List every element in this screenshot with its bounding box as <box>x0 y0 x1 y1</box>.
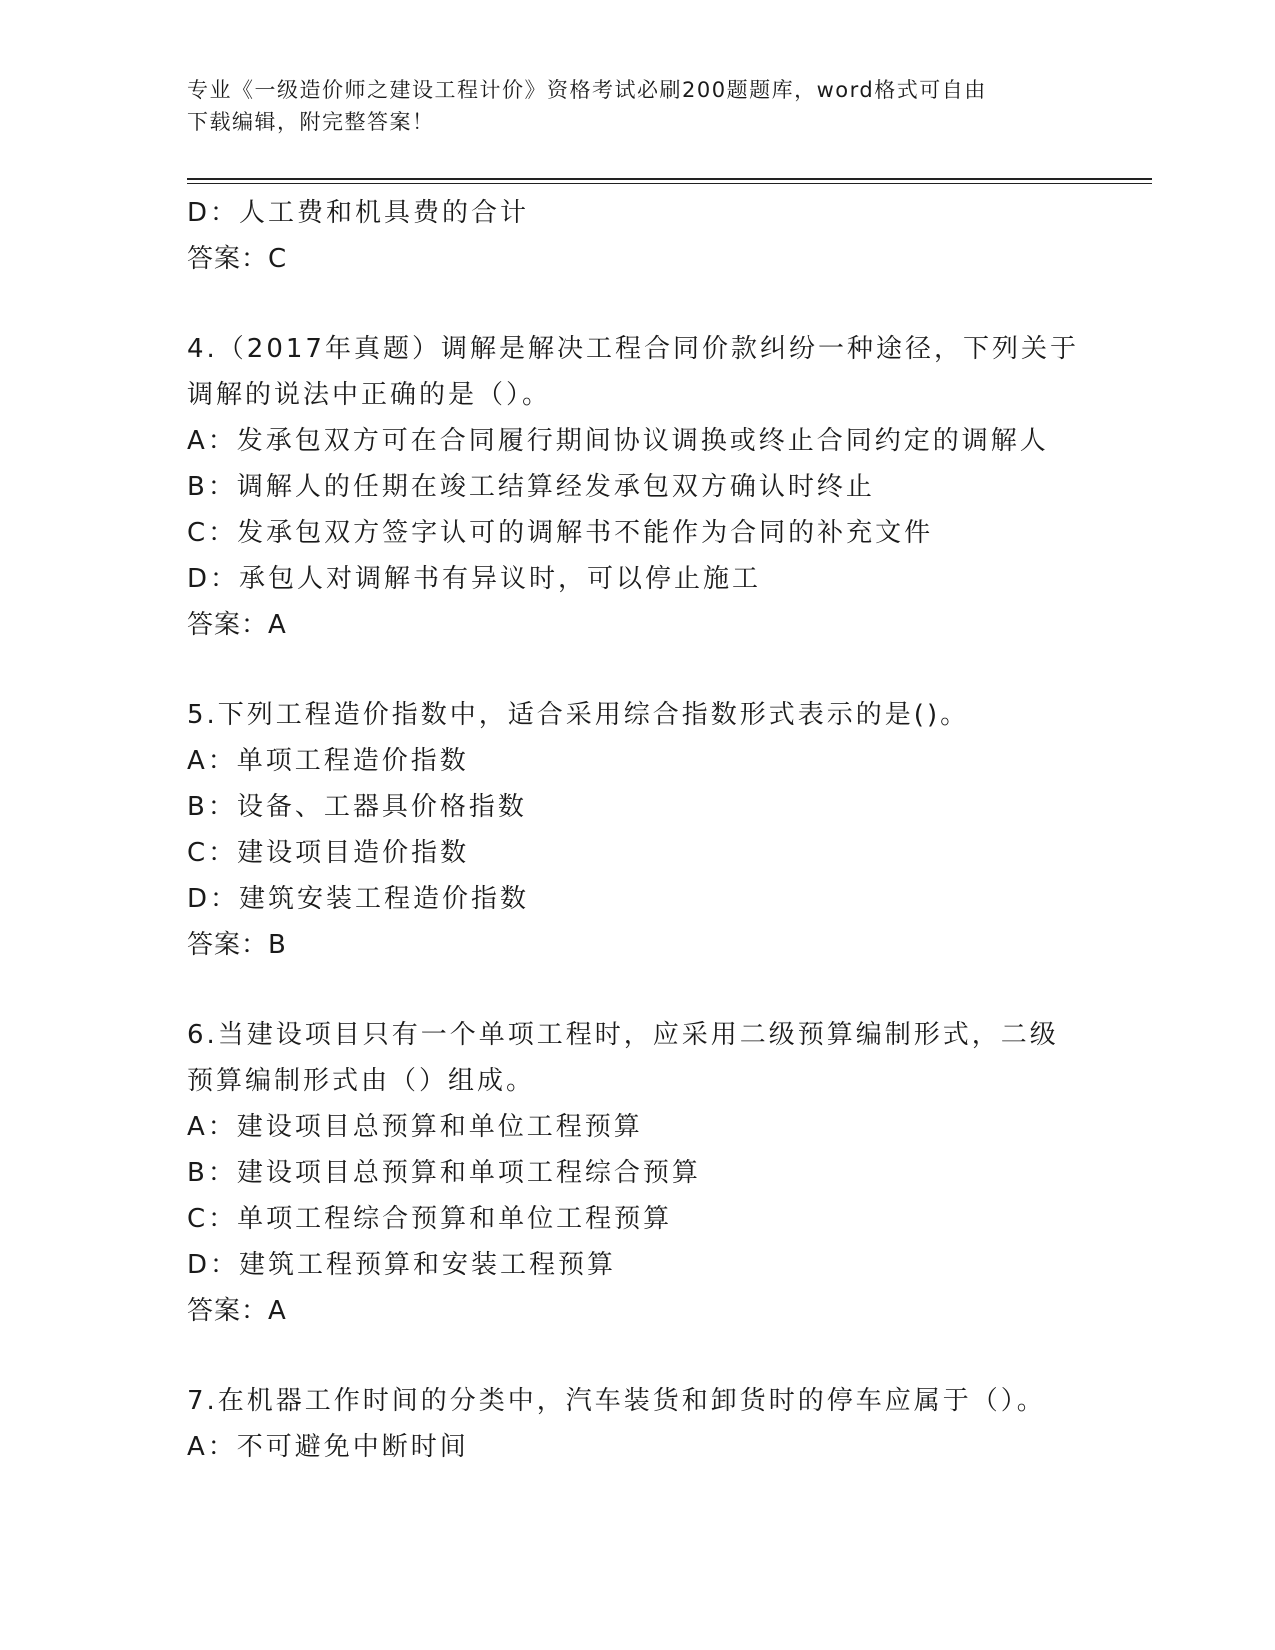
question-text-line: 4.（2017年真题）调解是解决工程合同价款纠纷一种途径，下列关于 <box>187 334 1079 364</box>
question-7 <box>187 1378 1087 1470</box>
spacer <box>187 282 1087 326</box>
question-text-line: 预算编制形式由（）组成。 <box>187 1066 536 1096</box>
option-d: D：建筑安装工程造价指数 <box>187 884 530 914</box>
spacer <box>187 648 1087 692</box>
answer: 答案：B <box>187 930 287 960</box>
option-c: C：建设项目造价指数 <box>187 838 470 868</box>
option-b: B：建设项目总预算和单项工程综合预算 <box>187 1158 701 1188</box>
option-a: A：不可避免中断时间 <box>187 1432 469 1462</box>
question-text-line: 7.在机器工作时间的分类中，汽车装货和卸货时的停车应属于（）。 <box>187 1386 1046 1416</box>
option-a: A：发承包双方可在合同履行期间协议调换或终止合同约定的调解人 <box>187 426 1049 456</box>
option-b: B：设备、工器具价格指数 <box>187 792 527 822</box>
answer: 答案：C <box>187 244 288 274</box>
option-d: D：建筑工程预算和安装工程预算 <box>187 1250 617 1280</box>
spacer <box>187 968 1087 1012</box>
option-c: C：发承包双方签字认可的调解书不能作为合同的补充文件 <box>187 518 934 548</box>
option-c: C：单项工程综合预算和单位工程预算 <box>187 1204 673 1234</box>
option-b: B：调解人的任期在竣工结算经发承包双方确认时终止 <box>187 472 875 502</box>
answer: 答案：A <box>187 610 287 640</box>
header-divider-thin <box>187 183 1152 184</box>
question-4 <box>187 326 1087 648</box>
option-a: A：建设项目总预算和单位工程预算 <box>187 1112 643 1142</box>
header-line-2: 下载编辑，附完整答案！ <box>187 110 435 134</box>
page-header <box>187 74 1067 138</box>
question-6 <box>187 1012 1087 1334</box>
spacer <box>187 1334 1087 1378</box>
header-line-1: 专业《一级造价师之建设工程计价》资格考试必刷200题题库，word格式可自由 <box>187 78 987 102</box>
question-5 <box>187 692 1087 968</box>
option-d: D：承包人对调解书有异议时，可以停止施工 <box>187 564 762 594</box>
document-body <box>187 190 1087 1470</box>
option-a: A：单项工程造价指数 <box>187 746 469 776</box>
question-text-line: 6.当建设项目只有一个单项工程时，应采用二级预算编制形式，二级 <box>187 1020 1059 1050</box>
header-divider-thick <box>187 178 1152 180</box>
question-text-line: 调解的说法中正确的是（）。 <box>187 380 552 410</box>
answer: 答案：A <box>187 1296 287 1326</box>
question-text-line: 5.下列工程造价指数中，适合采用综合指数形式表示的是()。 <box>187 700 970 730</box>
option-d: D：人工费和机具费的合计 <box>187 198 530 228</box>
